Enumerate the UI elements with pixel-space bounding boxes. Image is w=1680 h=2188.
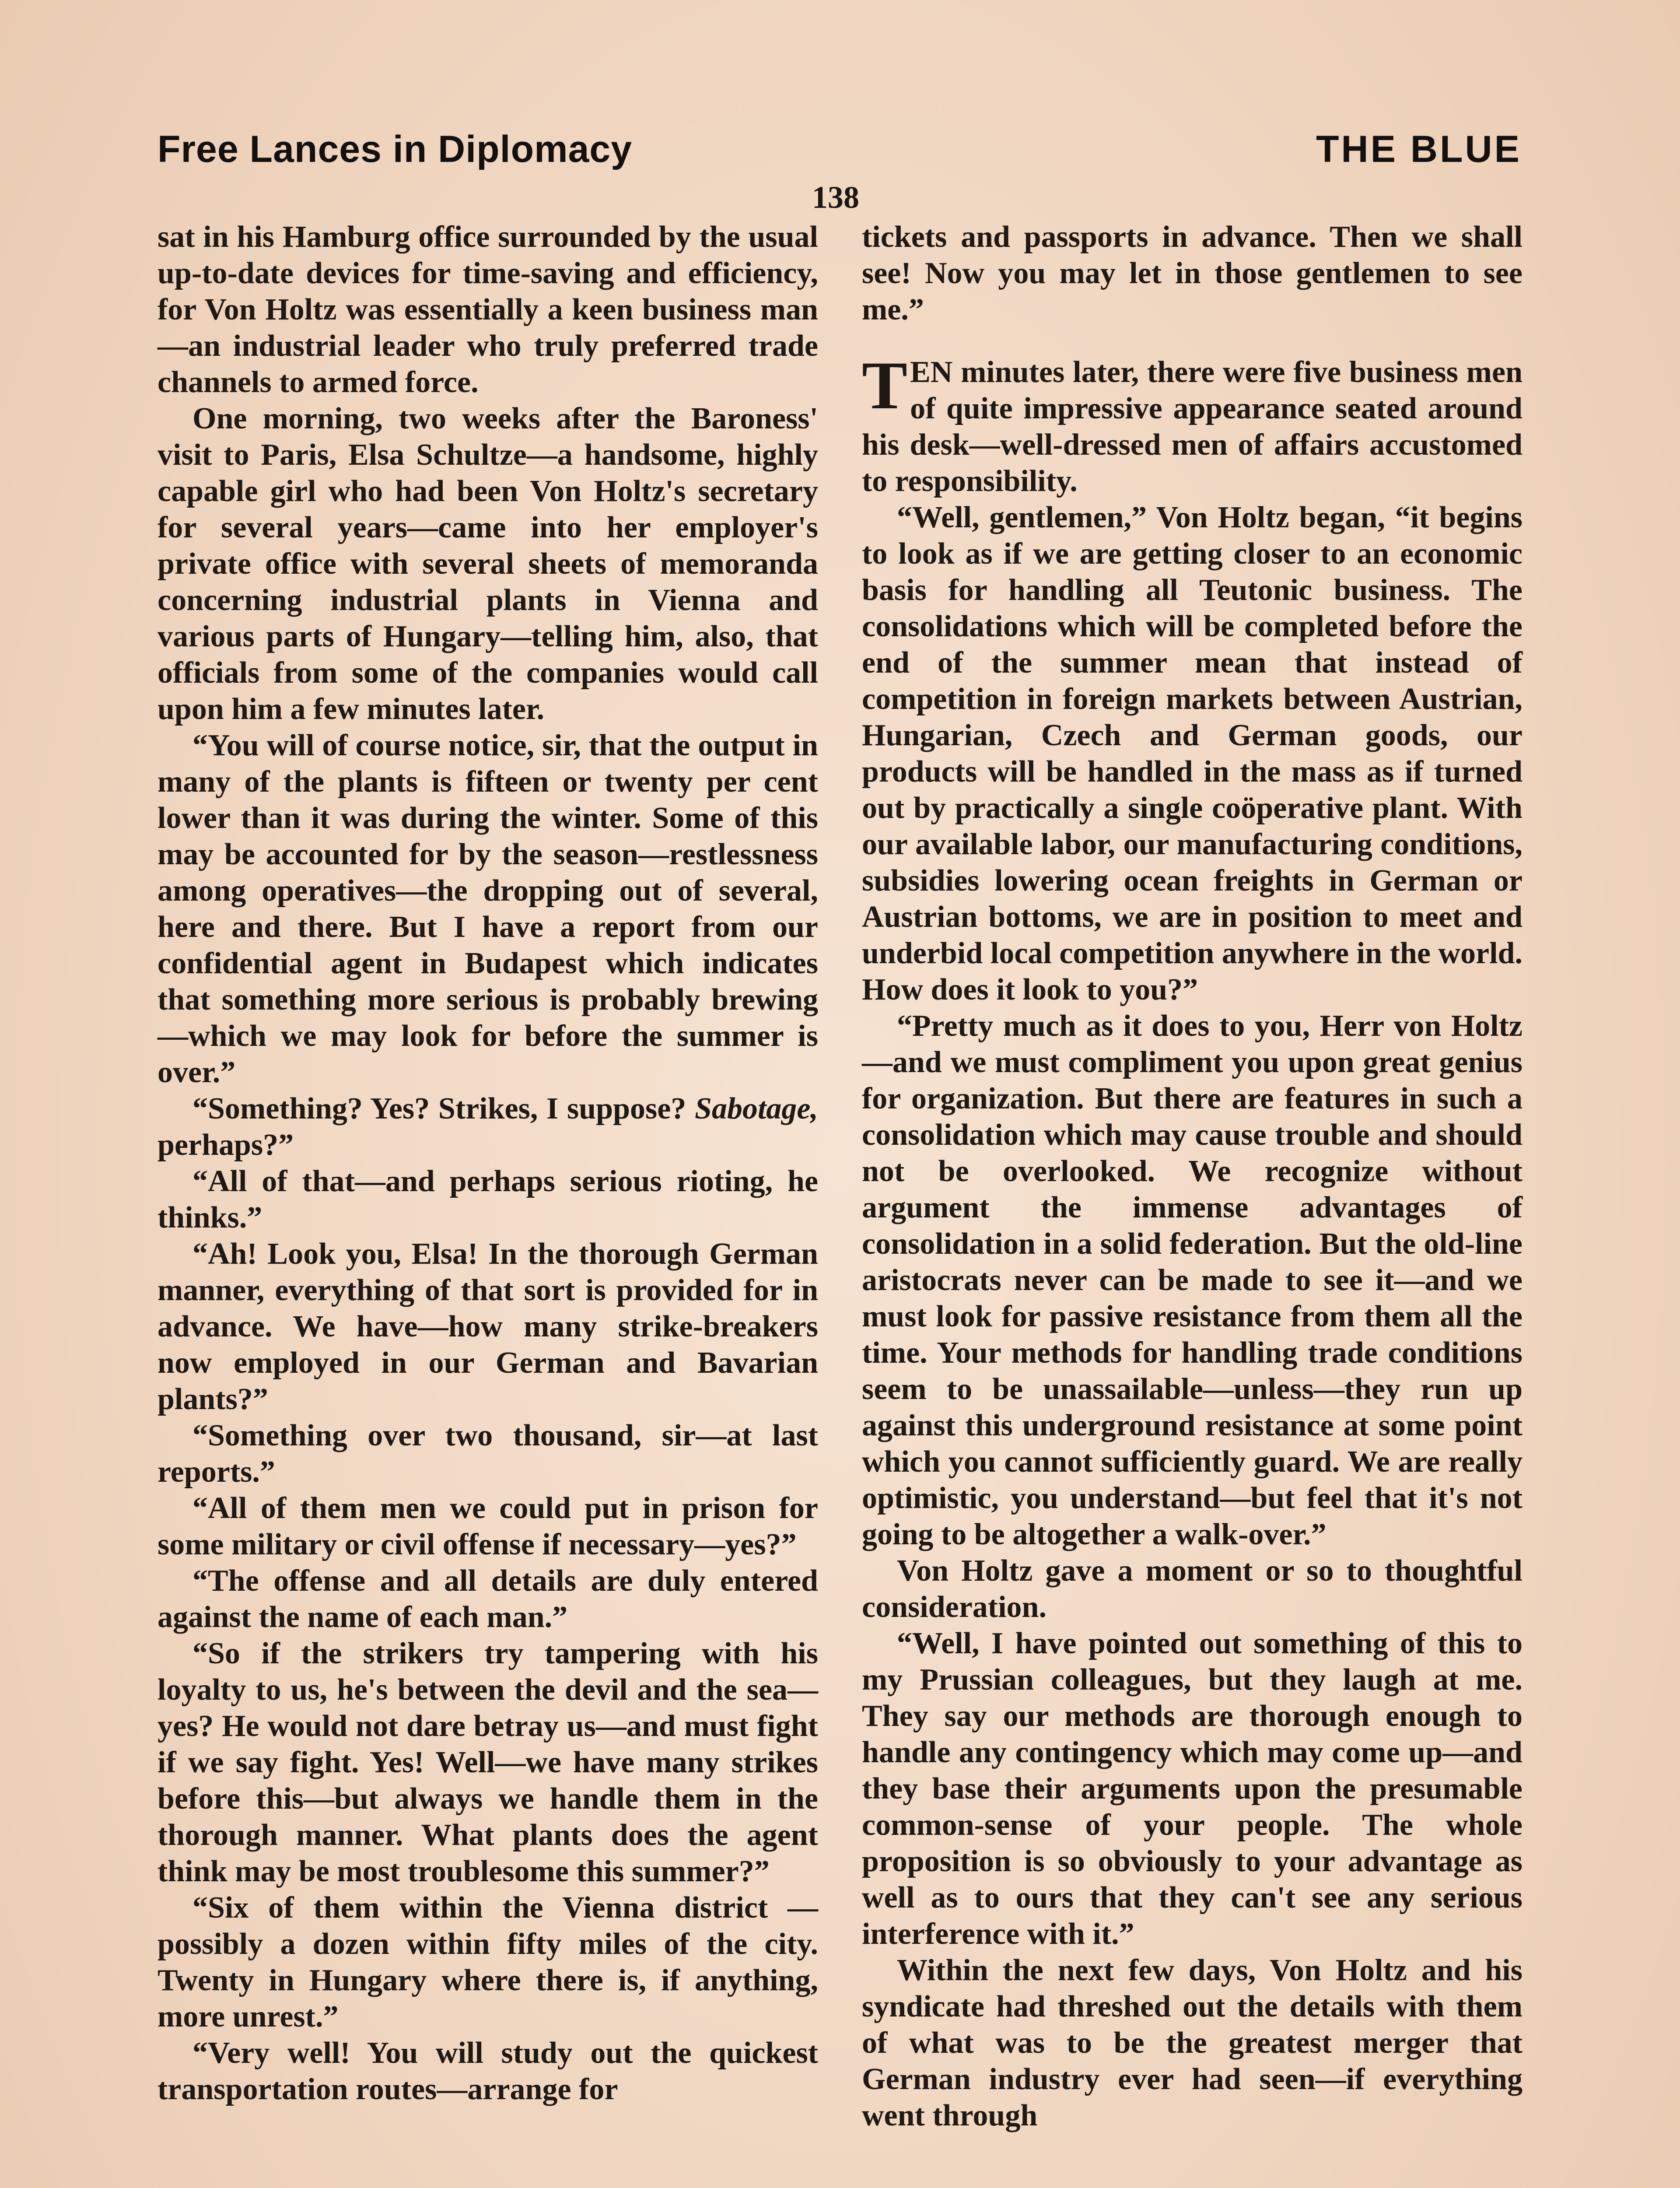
text-run: perhaps?” (158, 1128, 294, 1162)
paragraph: One morning, two weeks after the Baroness' visit to Paris, Elsa Schultze—a handsome, highly capable girl who had been Von Holtz's secretary for several years—came into her employer's private office with several sheets of memoranda concerning industrial plants in Vienna and various parts of Hungary—telling him, also, that officials from some of the companies would call upon him a few minutes later. (158, 402, 818, 726)
paragraph: “So if the strikers try tampering with his loyalty to us, he's between the devil and the sea—yes? He would not dare betray us—and must fight if we say fight. Yes! Well—we have many strikes before this—but always we handle them in the thorough manner. What plants does the agent think may be most troublesome this summer?” (158, 1637, 818, 1888)
paragraph: Von Holtz gave a moment or so to thoughtful consideration. (862, 1554, 1522, 1624)
paragraph: “Pretty much as it does to you, Herr von Holtz—and we must compliment you upon great genius for organization. But there are features in such a consolidation which may cause trouble and should not be overlooked. We recognize without argument the immense advantages of consolidation in a solid federation. But the old-line aristocrats never can be made to see it—and we must look for passive resistance from them all the time. Your methods for handling trade conditions seem to be unassailable—unless—they run up against this underground resistance at some point which you cannot sufficiently guard. We are really optimistic, you understand—but feel that it's not going to be altogether a walk-over.” (862, 1009, 1522, 1551)
paragraph: “Well, I have pointed out something of this to my Prussian colleagues, but they laugh at me. They say our methods are thorough enough to handle any contingency which may come up—and they base their arguments upon the presumable common-sense of your people. The whole proposition is so obviously to your advantage as well as to ours that they can't see any serious interference with it.” (862, 1627, 1522, 1951)
paragraph-dropcap (862, 347, 1522, 499)
paragraph: “All of them men we could put in prison for some military or civil offense if necessary—yes?” (158, 1491, 818, 1561)
paragraph: sat in his Hamburg office surrounded by the usual up-to-date devices for time-saving and efficiency, for Von Holtz was essentially a keen business man—an industrial leader who truly preferred trade channels to armed force. (158, 220, 818, 399)
drop-cap-letter: T (862, 347, 908, 423)
paragraph: “You will of course notice, sir, that the output in many of the plants is fifteen or twenty per cent lower than it was during the winter. Some of this may be accounted for by the season—restlessness among operatives—the dropping out of several, here and there. But I have a report from our confidential agent in Budapest which indicates that something more serious is probably brewing—which we may look for before the summer is over.” (158, 729, 818, 1089)
paragraph: Within the next few days, Von Holtz and his syndicate had threshed out the details with them of what was to be the greatest merger that German industry ever had seen—if everything went through (862, 1953, 1522, 2132)
paragraph: “Well, gentlemen,” Von Holtz began, “it begins to look as if we are getting closer to an economic basis for handling all Teutonic business. The consolidations which will be completed before the end of the summer mean that instead of competition in foreign markets between Austrian, Hungarian, Czech and German goods, our products will be handled in the mass as if turned out by practically a single coöperative plant. With our available labor, our manufacturing conditions, subsidies lowering ocean freights in German or Austrian bottoms, we are in position to meet and underbid local competition anywhere in the world. How does it look to you?” (862, 501, 1522, 1006)
left-text-column (158, 219, 818, 2107)
italic-text: Sabotage, (695, 1092, 818, 1126)
paragraph: “Very well! You will study out the quickest transportation routes—arrange for (158, 2036, 818, 2106)
text-run: EN minutes later, there were five business men of quite impressive appearance seated around his desk—well-dressed men of affairs accustomed to responsibility. (862, 355, 1522, 498)
paragraph: “All of that—and perhaps serious rioting, he thinks.” (158, 1164, 818, 1234)
paragraph: “The offense and all details are duly entered against the name of each man.” (158, 1564, 818, 1634)
paragraph-sabotage (158, 1090, 818, 1163)
text-run: “Something? Yes? Strikes, I suppose? (192, 1092, 695, 1126)
paragraph: “Ah! Look you, Elsa! In the thorough German manner, everything of that sort is provided for in advance. We have—how many strike-breakers now employed in our German and Bavarian plants?” (158, 1237, 818, 1416)
running-head-story-title: Free Lances in Diplomacy (158, 128, 633, 170)
paragraph: tickets and passports in advance. Then we shall see! Now you may let in those gentlemen to see me.” (862, 220, 1522, 326)
paragraph: “Six of them within the Vienna district —possibly a dozen within fifty miles of the city. Twenty in Hungary where there is, if anything, more unrest.” (158, 1891, 818, 2034)
page-number: 138 (812, 180, 859, 215)
paragraph: “Something over two thousand, sir—at last reports.” (158, 1419, 818, 1489)
running-head-magazine-title: THE BLUE (1316, 128, 1522, 170)
right-text-column (862, 219, 1522, 2134)
